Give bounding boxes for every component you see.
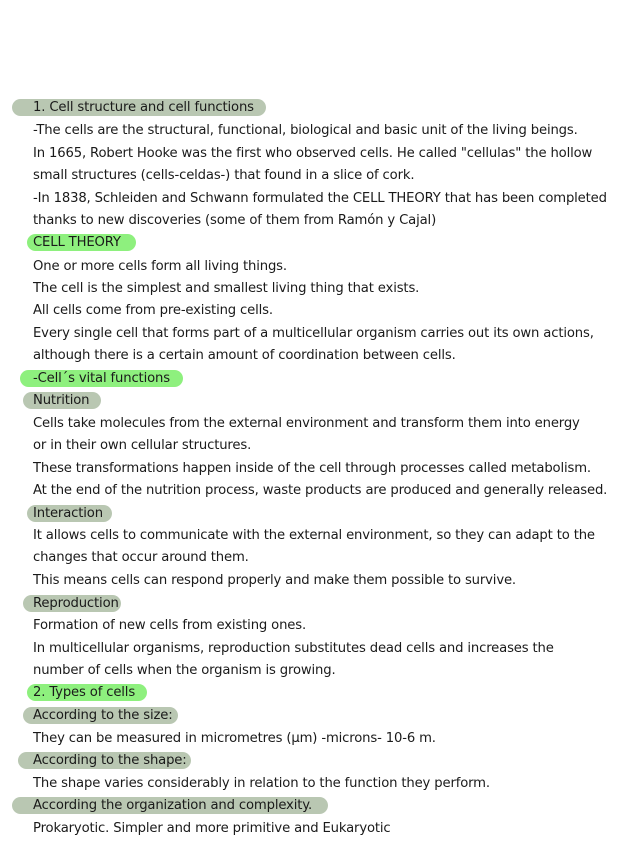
text-line: -The cells are the structural, functional, biological and basic unit of the living beings. [33,123,578,138]
text-line: although there is a certain amount of coordination between cells. [33,348,456,363]
heading-according-to-organization: According the organization and complexity. [12,797,328,814]
heading-reproduction: Reproduction [23,595,121,612]
text-line: Cells take molecules from the external environment and transform them into energy [33,416,580,431]
heading-according-to-size: According to the size: [23,707,178,724]
text-line: -In 1838, Schleiden and Schwann formulated the CELL THEORY that has been completed [33,191,607,206]
heading-cell-structure: 1. Cell structure and cell functions [12,99,266,116]
heading-vital-functions: -Cell´s vital functions [20,370,183,387]
text-line: At the end of the nutrition process, waste products are produced and generally released. [33,483,608,498]
text-line: thanks to new discoveries (some of them from Ramón y Cajal) [33,213,437,228]
text-line: The cell is the simplest and smallest living thing that exists. [33,281,420,296]
text-line: It allows cells to communicate with the external environment, so they can adapt to the [33,528,595,543]
text-line: They can be measured in micrometres (µm) -microns- 10-6 m. [33,731,436,746]
heading-types-of-cells: 2. Types of cells [27,684,147,701]
heading-cell-theory: CELL THEORY [27,234,136,251]
text-line: All cells come from pre-existing cells. [33,303,273,318]
text-line: These transformations happen inside of the cell through processes called metabolism. [33,461,591,476]
text-line: Every single cell that forms part of a multicellular organism carries out its own actions, [33,326,594,341]
text-line: The shape varies considerably in relation to the function they perform. [33,776,490,791]
text-line: Prokaryotic. Simpler and more primitive and Eukaryotic [33,821,391,836]
heading-nutrition: Nutrition [23,392,101,409]
text-line: or in their own cellular structures. [33,438,252,453]
text-line: In multicellular organisms, reproduction substitutes dead cells and increases the [33,641,554,656]
text-line: In 1665, Robert Hooke was the first who observed cells. He called "cellulas" the hollow [33,146,593,161]
text-line: changes that occur around them. [33,550,249,565]
text-line: number of cells when the organism is growing. [33,663,336,678]
heading-interaction: Interaction [27,505,112,522]
text-line: small structures (cells-celdas-) that found in a slice of cork. [33,168,415,183]
text-line: This means cells can respond properly and make them possible to survive. [33,573,516,588]
heading-according-to-shape: According to the shape: [18,752,191,769]
text-line: One or more cells form all living things. [33,259,287,274]
text-line: Formation of new cells from existing ones. [33,618,307,633]
